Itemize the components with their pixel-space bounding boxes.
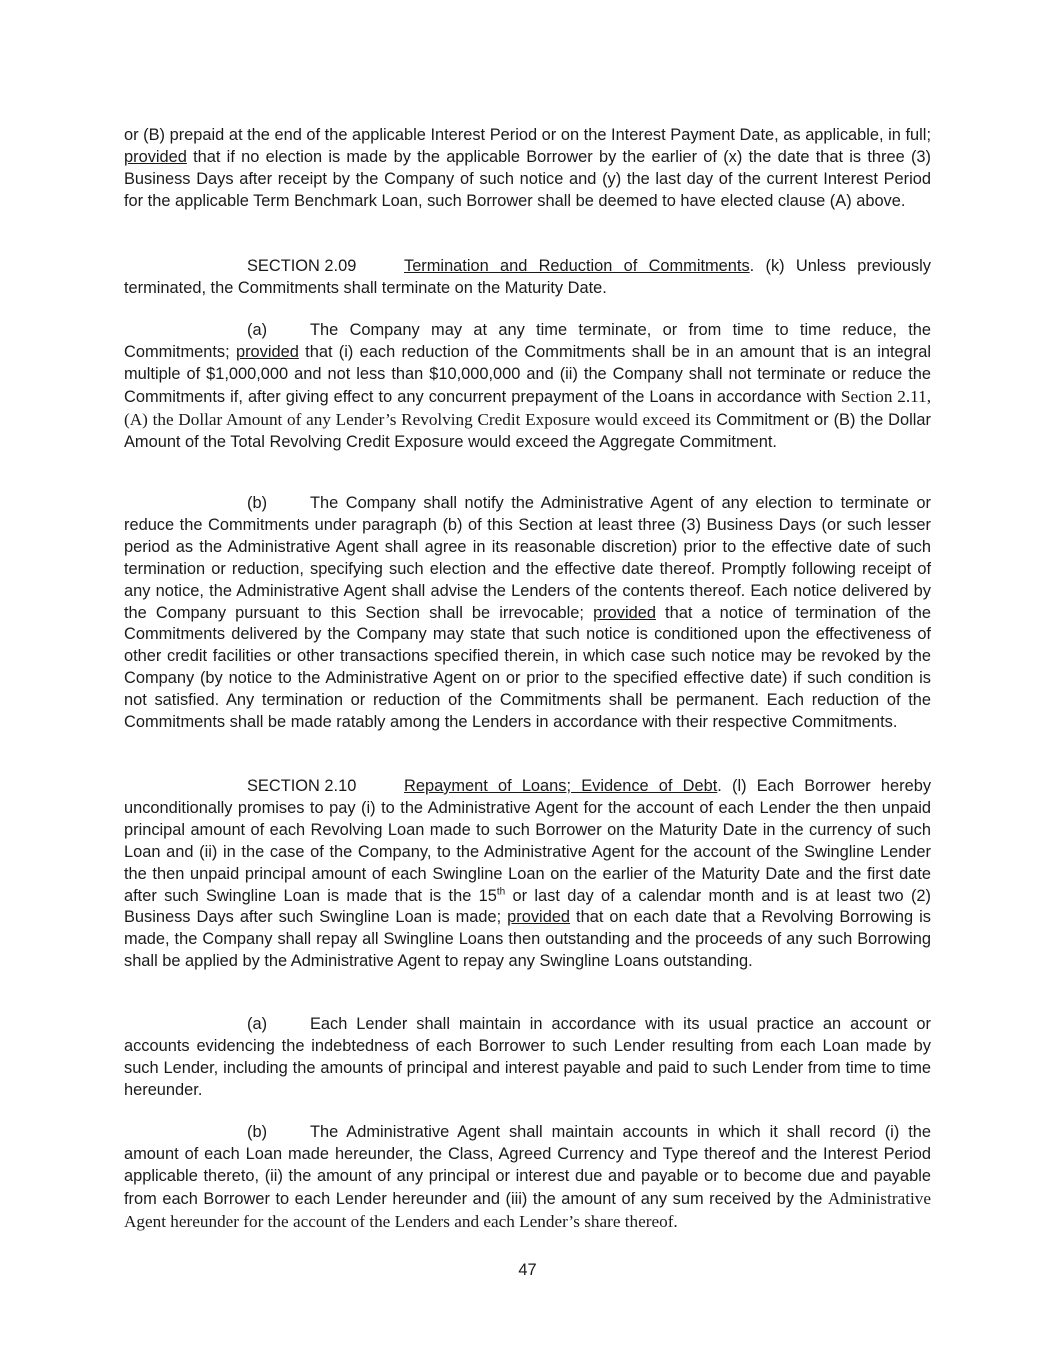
section-heading: Termination and Reduction of Commitments bbox=[404, 257, 750, 275]
text-run: or last day of a calendar month and is at least two (2) Business Days after such Swingline Loan is made; bbox=[124, 886, 931, 927]
section-2-10-b-paragraph bbox=[124, 1122, 931, 1234]
text-run: that a notice of termination of the Commitments delivered by the Company may state that such notice is conditioned upon the effectiveness of other credit facilities or other transactions specified therein, in which case such notice may be revoked by the Company (by notice to the Administrative Agent on or prior to the specified effective date) if such condition is not satisfied. Any termination or reduction of the Commitments shall be permanent. Each reduction of the Commitments shall be made ratably among the Lenders in accordance with their respective Commitments. bbox=[124, 603, 932, 732]
subsection-label: (a) bbox=[247, 1015, 268, 1033]
text-run: Each Lender shall maintain in accordance with its usual practice an account or accounts evidencing the indebtedness of each Borrower to such Lender resulting from each Loan made by such Lender, including the amounts of principal and interest payable and paid to such Lender from time to time hereunder. bbox=[124, 1015, 931, 1099]
provided-term: provided bbox=[235, 342, 299, 361]
section-number: SECTION 2.09 bbox=[247, 257, 357, 275]
text-run: or (B) prepaid at the end of the applicable Interest Period or on the Interest Payment Date, as applicable, in full; bbox=[124, 126, 931, 144]
section-number: SECTION 2.10 bbox=[247, 777, 357, 795]
section-heading: Repayment of Loans; Evidence of Debt bbox=[404, 777, 718, 795]
text-run: The Administrative Agent shall maintain accounts in which it shall record (i) the amount of each Loan made hereunder, the Class, Agreed Currency and Type thereof and the Interest Period applicable thereto, (ii) the amount of any principal or interest due and payable or to become due and payable from each Borrower to each Lender hereunder and (iii) the amount of any sum received by the bbox=[124, 1123, 931, 1208]
section-2-10-a-paragraph bbox=[124, 1014, 931, 1102]
page-number: 47 bbox=[518, 1261, 537, 1279]
text-run: . (l) Each Borrower hereby unconditionally promises to pay (i) to the Administrative Agent for the account of each Lender the then unpaid principal amount of each Revolving Loan made to such Borrower on the Maturity Date in the currency of such Loan and (ii) in the case of the Company, to the Administrative Agent for the account of the Swingline Lender the then unpaid principal amount of each Swingline Loan on the earlier of the Maturity Date and the first date after such Swingline Loan is made that is the 15 bbox=[124, 777, 932, 905]
text-run: that (i) each reduction of the Commitments shall be in an amount that is an integral multiple of $1,000,000 and not less than $10,000,000 and (ii) the Company shall not terminate or reduce the Commitments if, after giving effect to any concurrent prepayment of the Loans in accordance with bbox=[124, 342, 931, 406]
text-run: Commitment or (B) the Dollar Amount of the Total Revolving Credit Exposure would exceed the Aggregate Commitment. bbox=[124, 410, 931, 451]
provided-term: provided bbox=[507, 908, 571, 927]
provided-term: provided bbox=[593, 603, 656, 622]
section-2-09-a-paragraph bbox=[124, 320, 931, 453]
text-run-serif: Administrative Agent hereunder for the account of the Lenders and each Lender’s share thereof. bbox=[124, 1188, 931, 1231]
subsection-label: (b) bbox=[247, 494, 268, 512]
ordinal-suffix: th bbox=[496, 886, 506, 898]
text-run: that if no election is made by the applicable Borrower by the earlier of (x) the date that is three (3) Business Days after receipt by the Company of such notice and (y) the last day of the current Interest Period for the applicable Term Benchmark Loan, such Borrower shall be deemed to have elected clause (A) above. bbox=[124, 147, 931, 210]
subsection-label: (b) bbox=[247, 1123, 268, 1141]
section-2-09-b-paragraph bbox=[124, 493, 931, 734]
subsection-label: (a) bbox=[247, 321, 268, 339]
text-run: that on each date that a Revolving Borrowing is made, the Company shall repay all Swingline Loans then outstanding and the proceeds of any such Borrowing shall be applied by the Administrative Agent to repay any Swingline Loans outstanding. bbox=[124, 908, 931, 971]
section-2-09-paragraph bbox=[124, 256, 931, 300]
provided-term: provided bbox=[124, 147, 187, 166]
text-run: . (k) Unless previously terminated, the Commitments shall terminate on the Maturity Date. bbox=[124, 257, 931, 297]
text-run-serif: Section 2.11, (A) the Dollar Amount of any Lender’s Revolving Credit Exposure would exceed its bbox=[124, 386, 931, 429]
paragraph-clause-b-continuation bbox=[124, 125, 931, 213]
text-run: The Company may at any time terminate, or from time to time reduce, the Commitments; bbox=[124, 321, 931, 361]
section-2-10-paragraph bbox=[124, 776, 931, 973]
text-run: The Company shall notify the Administrative Agent of any election to terminate or reduce the Commitments under paragraph (b) of this Section at least three (3) Business Days (or such lesser period as the Administrative Agent shall agree in its reasonable discretion) prior to the effective date of such termination or reduction, specifying such election and the effective date thereof. Promptly following receipt of any notice, the Administrative Agent shall advise the Lenders of the contents thereof. Each notice delivered by the Company pursuant to this Section shall be irrevocable; bbox=[124, 494, 931, 622]
